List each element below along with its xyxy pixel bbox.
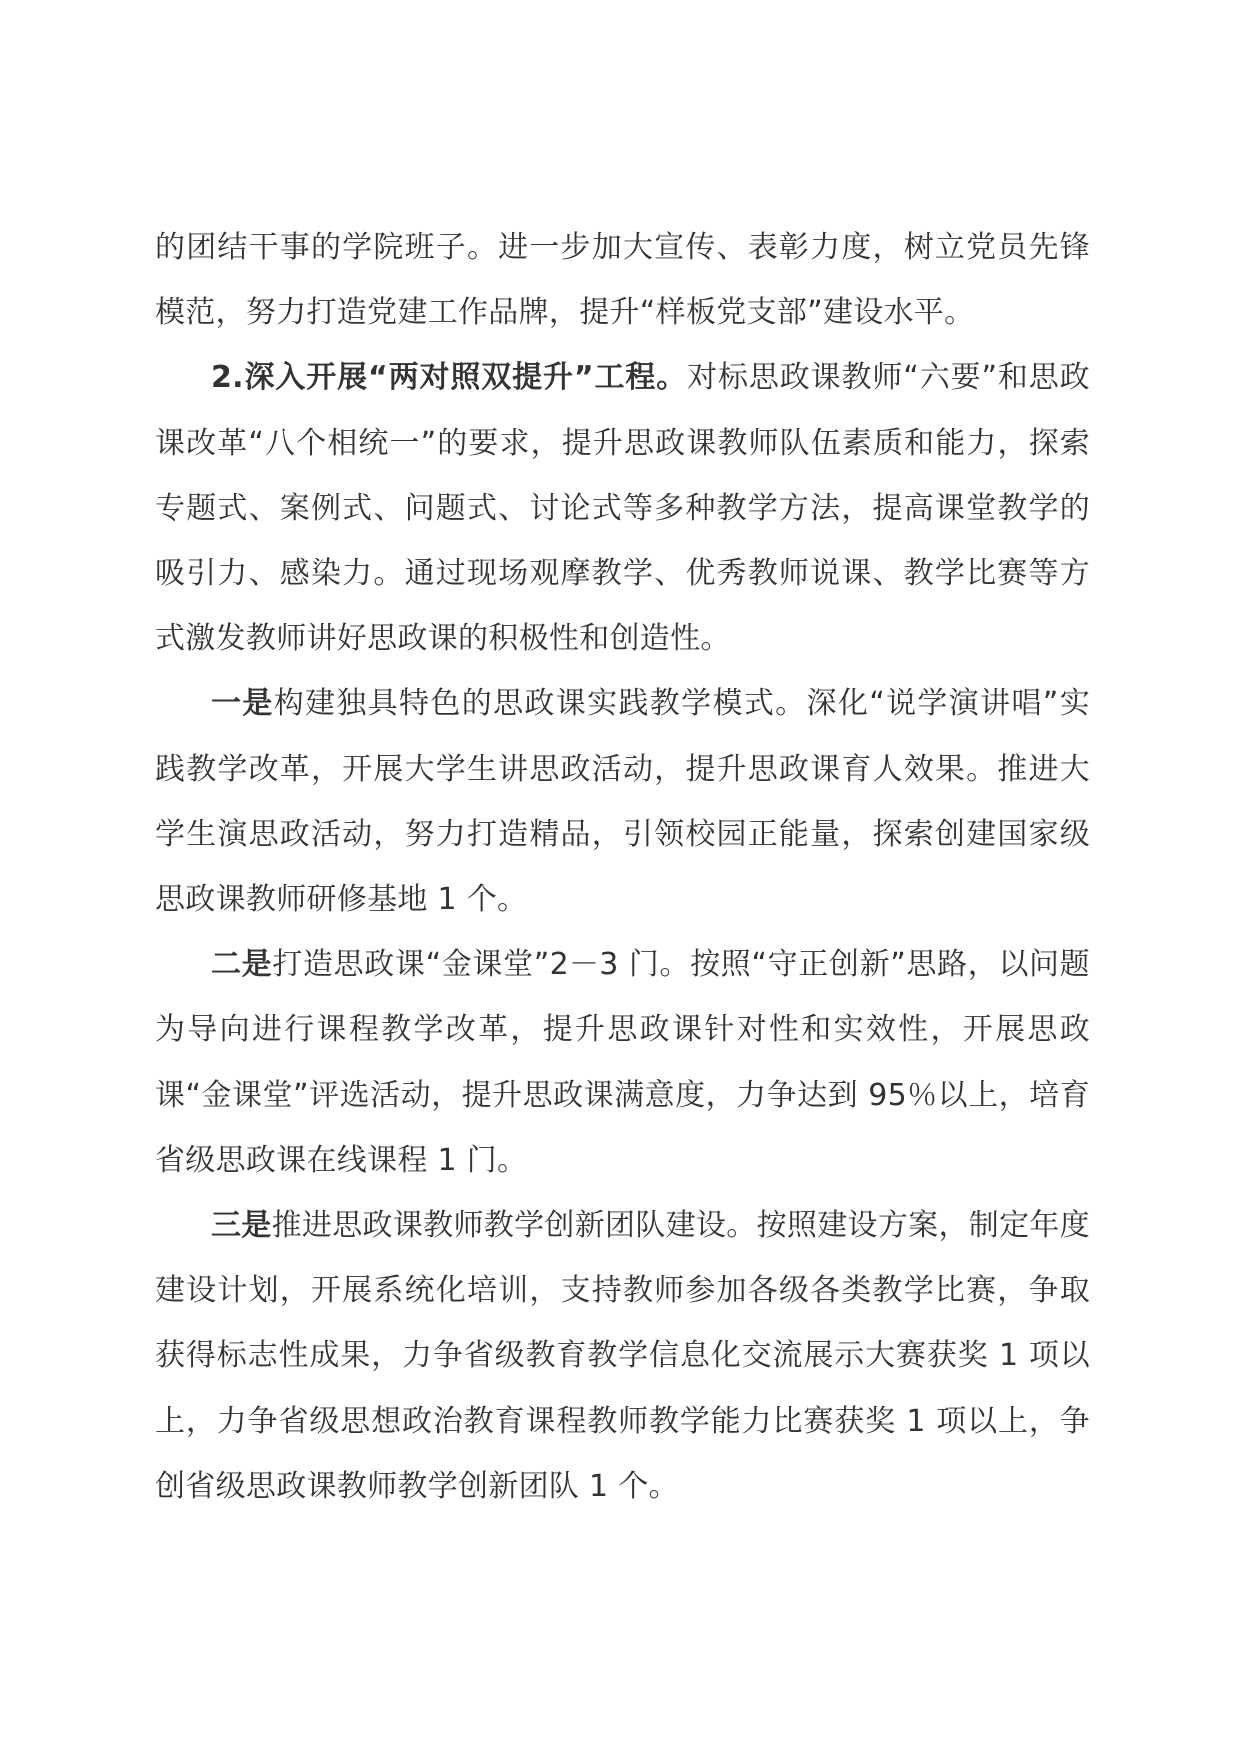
- paragraph-text: 推进思政课教师教学创新团队建设。按照建设方案，制定年度建设计划，开展系统化培训，支持教师参加各级各类教学比赛，争取获得标志性成果，力争省级教育教学信息化交流展示大赛获奖 1 项以上，力争省级思想政治教育课程教师教学能力比赛获奖 1 项以上，争创省级思政课教师教学创新团队 1 个。: [155, 1208, 1090, 1504]
- item-lead: 三是: [211, 1208, 272, 1244]
- paragraph-item-1: [155, 671, 1090, 932]
- paragraph-item-3: [155, 1193, 1090, 1519]
- item-lead: 一是: [211, 686, 274, 722]
- paragraph-text: 的团结干事的学院班子。进一步加大宣传、表彰力度，树立党员先锋模范，努力打造党建工作品牌，提升“样板党支部”建设水平。: [155, 230, 1090, 331]
- paragraph-text: 构建独具特色的思政课实践教学模式。深化“说学演讲唱”实践教学改革，开展大学生讲思政活动，提升思政课育人效果。推进大学生演思政活动，努力打造精品，引领校园正能量，探索创建国家级思政课教师研修基地 1 个。: [155, 686, 1090, 918]
- paragraph-text: 打造思政课“金课堂”2－3 门。按照“守正创新”思路，以问题为导向进行课程教学改革，提升思政课针对性和实效性，开展思政课“金课堂”评选活动，提升思政课满意度，力争达到 95％以上，培育省级思政课在线课程 1 门。: [155, 947, 1090, 1178]
- paragraph-continuation: [155, 215, 1090, 345]
- item-lead: 二是: [211, 947, 273, 983]
- section-heading: 2.深入开展“两对照双提升”工程。: [211, 360, 688, 396]
- paragraph-item-2: [155, 932, 1090, 1193]
- paragraph-section-2: [155, 345, 1090, 671]
- paragraph-text: 对标思政课教师“六要”和思政课改革“八个相统一”的要求，提升思政课教师队伍素质和能力，探索专题式、案例式、问题式、讨论式等多种教学方法，提高课堂教学的吸引力、感染力。通过现场观摩教学、优秀教师说课、教学比赛等方式激发教师讲好思政课的积极性和创造性。: [155, 360, 1090, 657]
- document-page: [155, 215, 1090, 1519]
